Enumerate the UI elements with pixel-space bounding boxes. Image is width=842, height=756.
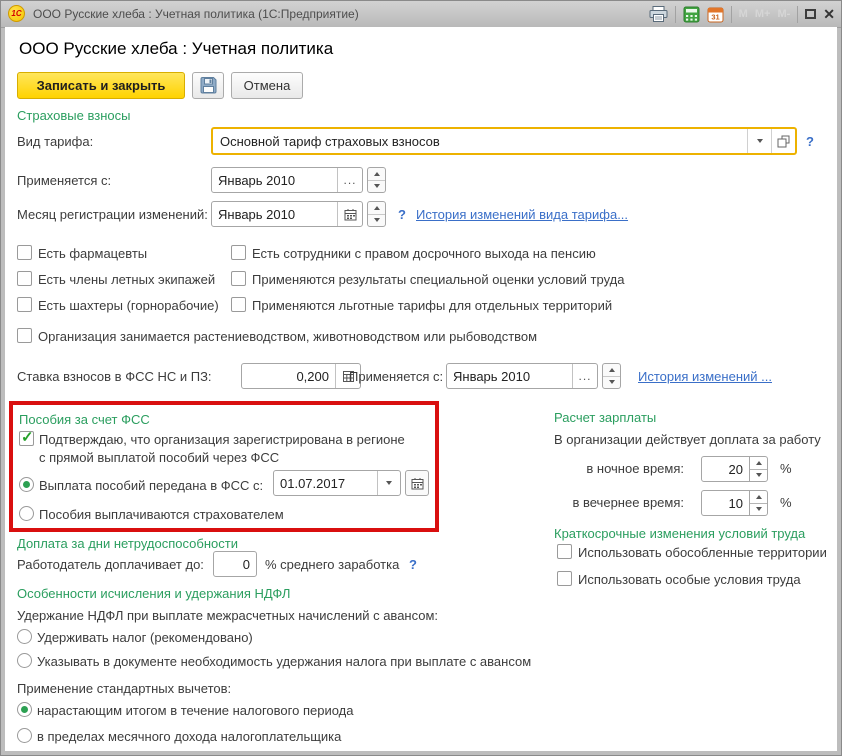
logo-text: 1С: [11, 9, 22, 18]
cb-preferential-territories[interactable]: [231, 297, 246, 312]
section-header-insurance: Страховые взносы: [17, 108, 131, 123]
titlebar: [1, 1, 841, 28]
cb-early-retirement-label: Есть сотрудники с правом досрочного выхода на пенсию: [252, 246, 596, 261]
close-icon: ✕: [823, 6, 835, 22]
evening-percent-sign: %: [780, 495, 792, 510]
fss-rate-value: 0,200: [296, 368, 329, 384]
cb-agriculture[interactable]: [17, 328, 32, 343]
arrow-up-icon: [756, 495, 762, 499]
applied-from-spinner[interactable]: [367, 167, 386, 193]
reg-month-calendar-button[interactable]: [337, 202, 362, 226]
tariff-dropdown-button[interactable]: [747, 129, 771, 153]
spinner-up-button[interactable]: [750, 491, 767, 504]
ellipsis-icon: ...: [578, 369, 592, 383]
tariff-type-label: Вид тарифа:: [17, 134, 94, 149]
memory-mminus-button: M-: [777, 8, 791, 20]
cb-special-assessment-label: Применяются результаты специальной оценки условий труда: [252, 272, 625, 287]
floppy-icon: [199, 76, 218, 95]
arrow-up-icon: [609, 368, 615, 372]
spinner-down-button[interactable]: [750, 470, 767, 482]
disability-label: Работодатель доплачивает до:: [17, 557, 204, 572]
maximize-button[interactable]: [805, 9, 816, 19]
ellipsis-icon: ...: [343, 173, 357, 187]
night-time-spinner[interactable]: [749, 457, 767, 481]
memory-mplus-button: M+: [754, 8, 771, 20]
titlebar-separator: [797, 6, 798, 23]
fss-applied-ellipsis-button[interactable]: [572, 364, 597, 388]
radio-monthly-income[interactable]: [17, 728, 32, 743]
section-header-conditions: Краткосрочные изменения условий труда: [554, 526, 806, 541]
transfer-date-dropdown[interactable]: [377, 471, 400, 495]
calendar-small-icon: [344, 208, 357, 221]
form-content: [5, 27, 837, 751]
calendar-icon[interactable]: [707, 6, 724, 23]
applied-from-field[interactable]: [211, 167, 363, 193]
radio-monthly-income-label: в пределах месячного дохода налогоплательщика: [37, 729, 342, 744]
spinner-down-button[interactable]: [368, 215, 385, 227]
save-button[interactable]: [192, 72, 224, 99]
section-header-disability: Доплата за дни нетрудоспособности: [17, 536, 238, 551]
fss-rate-label: Ставка взносов в ФСС НС и ПЗ:: [17, 369, 212, 384]
fss-history-link[interactable]: История изменений ...: [638, 369, 772, 384]
cb-separate-territories-label: Использовать обособленные территории: [578, 545, 827, 560]
cb-flight-crews-label: Есть члены летных экипажей: [38, 272, 216, 287]
evening-time-label: в вечернее время:: [572, 495, 684, 510]
check-icon: ✓: [21, 429, 34, 446]
night-percent-sign: %: [780, 461, 792, 476]
disability-percent-field[interactable]: [213, 551, 257, 577]
arrow-down-icon: [374, 184, 380, 188]
radio-withhold-tax-label: Удерживать налог (рекомендовано): [37, 630, 253, 645]
spinner-down-button[interactable]: [368, 181, 385, 193]
close-button[interactable]: [823, 7, 835, 21]
calculator-icon[interactable]: [683, 6, 700, 23]
titlebar-separator: [731, 6, 732, 23]
print-icon[interactable]: [649, 6, 668, 22]
tariff-history-link[interactable]: История изменений вида тарифа...: [416, 207, 629, 222]
night-time-field[interactable]: [701, 456, 768, 482]
radio-fss-transfer-label: Выплата пособий передана в ФСС с:: [39, 478, 264, 493]
memory-m-button: M: [738, 8, 748, 20]
titlebar-buttons: [649, 4, 835, 24]
disability-suffix: % среднего заработка: [265, 557, 400, 572]
reg-month-help[interactable]: ?: [398, 207, 406, 222]
arrow-up-icon: [374, 206, 380, 210]
cb-miners-label: Есть шахтеры (горнорабочие): [38, 298, 219, 313]
save-and-close-button[interactable]: [17, 72, 185, 99]
cb-special-conditions-label: Использовать особые условия труда: [578, 572, 801, 587]
tariff-type-combo[interactable]: [211, 127, 797, 155]
cb-flight-crews[interactable]: [17, 271, 32, 286]
tariff-help[interactable]: ?: [806, 134, 814, 149]
fss-applied-value: Январь 2010: [453, 368, 531, 384]
spinner-down-button[interactable]: [750, 504, 767, 516]
cb-miners[interactable]: [17, 297, 32, 312]
cancel-label: Отмена: [243, 78, 291, 93]
section-header-ndfl: Особенности исчисления и удержания НДФЛ: [17, 586, 291, 601]
spinner-down-button[interactable]: [603, 377, 620, 389]
fss-rate-field[interactable]: [241, 363, 361, 389]
disability-percent-value: 0: [242, 556, 250, 572]
radio-insurer-pays[interactable]: [19, 506, 34, 521]
save-and-close-label: Записать и закрыть: [36, 78, 166, 93]
titlebar-separator: [675, 6, 676, 23]
ndfl-question: Удержание НДФЛ при выплате межрасчетных начислений с авансом:: [17, 608, 439, 623]
applied-from-ellipsis-button[interactable]: [337, 168, 362, 192]
spinner-up-button[interactable]: [750, 457, 767, 470]
cb-direct-payments[interactable]: [19, 431, 34, 446]
confirm-line1: Подтверждаю, что организация зарегистрирована в регионе: [39, 432, 405, 447]
arrow-up-icon: [756, 461, 762, 465]
applied-from-value: Январь 2010: [218, 172, 296, 188]
spinner-up-button[interactable]: [603, 364, 620, 377]
cb-preferential-territories-label: Применяются льготные тарифы для отдельных территорий: [252, 298, 613, 313]
1c-logo-icon: [8, 5, 25, 22]
spinner-up-button[interactable]: [368, 168, 385, 181]
reg-month-value: Январь 2010: [218, 206, 296, 222]
section-header-benefits: Пособия за счет ФСС: [19, 412, 150, 427]
arrow-up-icon: [374, 172, 380, 176]
evening-time-spinner[interactable]: [749, 491, 767, 515]
cb-agriculture-label: Организация занимается растениеводством, животноводством или рыбоводством: [38, 329, 538, 344]
transfer-date-value: 01.07.2017: [280, 475, 346, 491]
tariff-open-button[interactable]: [771, 129, 795, 153]
arrow-down-icon: [374, 218, 380, 222]
cb-separate-territories[interactable]: [557, 544, 572, 559]
reg-month-label: Месяц регистрации изменений:: [17, 207, 208, 222]
disability-help[interactable]: ?: [409, 557, 417, 572]
radio-insurer-pays-label: Пособия выплачиваются страхователем: [39, 507, 284, 522]
reg-month-field[interactable]: [211, 201, 363, 227]
transfer-date-field[interactable]: [273, 470, 401, 496]
calendar-small-icon: [411, 477, 424, 490]
radio-cumulative-total-label: нарастающим итогом в течение налогового периода: [37, 703, 354, 718]
evening-time-value: 10: [728, 495, 743, 511]
page-title: ООО Русские хлеба : Учетная политика: [19, 39, 334, 58]
cb-direct-payments-label: [39, 431, 435, 467]
night-time-value: 20: [728, 461, 743, 477]
arrow-down-icon: [756, 473, 762, 477]
arrow-down-icon: [756, 507, 762, 511]
fss-applied-spinner[interactable]: [602, 363, 621, 389]
transfer-date-calendar-button[interactable]: [405, 470, 429, 496]
fss-applied-label: Применяется с:: [349, 369, 444, 384]
cb-early-retirement[interactable]: [231, 245, 246, 260]
open-form-icon: [777, 135, 790, 148]
radio-specify-in-document[interactable]: [17, 653, 32, 668]
night-time-label: в ночное время:: [586, 461, 684, 476]
applied-from-label: Применяется с:: [17, 173, 112, 188]
window-title: ООО Русские хлеба : Учетная политика (1С:Предприятие): [33, 7, 359, 21]
cb-special-assessment[interactable]: [231, 271, 246, 286]
fss-applied-field[interactable]: [446, 363, 598, 389]
salary-intro: В организации действует доплата за работу: [554, 432, 821, 447]
reg-month-spinner[interactable]: [367, 201, 386, 227]
tariff-type-value: Основной тариф страховых взносов: [220, 133, 440, 149]
cb-pharmacists[interactable]: [17, 245, 32, 260]
calendar-day-label: 31: [711, 12, 720, 21]
section-header-salary: Расчет зарплаты: [554, 410, 657, 425]
chevron-down-icon: [386, 481, 392, 485]
evening-time-field[interactable]: [701, 490, 768, 516]
maximize-icon: [805, 9, 816, 19]
spinner-up-button[interactable]: [368, 202, 385, 215]
cb-special-conditions[interactable]: [557, 571, 572, 586]
cb-pharmacists-label: Есть фармацевты: [38, 246, 148, 261]
radio-cumulative-total[interactable]: [17, 702, 32, 717]
radio-specify-in-document-label: Указывать в документе необходимость удержания налога при выплате с авансом: [37, 654, 532, 669]
deductions-label: Применение стандартных вычетов:: [17, 681, 232, 696]
confirm-line2: с прямой выплатой пособий через ФСС: [39, 450, 280, 465]
arrow-down-icon: [609, 380, 615, 384]
radio-withhold-tax[interactable]: [17, 629, 32, 644]
chevron-down-icon: [757, 139, 763, 143]
cancel-button[interactable]: [231, 72, 303, 99]
radio-fss-transfer[interactable]: [19, 477, 34, 492]
